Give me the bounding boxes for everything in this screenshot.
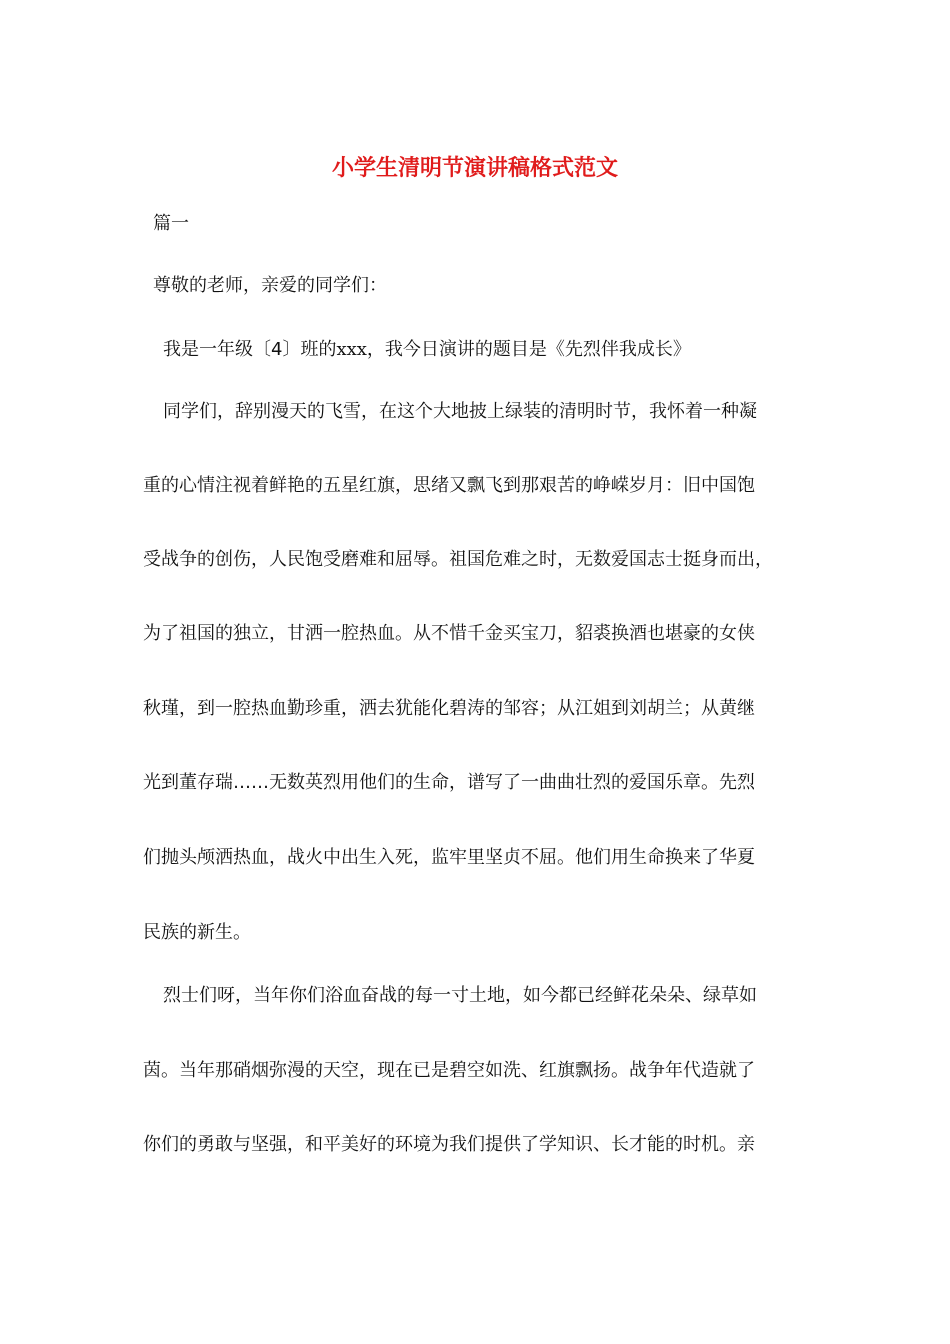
paragraph-2-line: 烈士们呀，当年你们浴血奋战的每一寸土地，如今都已经鲜花朵朵、绿草如 — [163, 985, 757, 1006]
section-heading: 篇一 — [153, 213, 189, 234]
paragraph-1-line: 同学们，辞别漫天的飞雪，在这个大地披上绿装的清明时节，我怀着一种凝 — [163, 401, 757, 422]
paragraph-2-line: 茵。当年那硝烟弥漫的天空，现在已是碧空如洗、红旗飘扬。战争年代造就了 — [143, 1060, 755, 1081]
salutation: 尊敬的老师，亲爱的同学们： — [153, 275, 387, 296]
paragraph-1-line: 民族的新生。 — [143, 922, 251, 943]
paragraph-1-line: 秋瑾，到一腔热血勤珍重，洒去犹能化碧涛的邹容；从江姐到刘胡兰；从黄继 — [143, 698, 755, 719]
paragraph-1-line: 重的心情注视着鲜艳的五星红旗，思绪又飘飞到那艰苦的峥嵘岁月：旧中国饱 — [143, 475, 755, 496]
paragraph-1-line: 受战争的创伤，人民饱受磨难和屈辱。祖国危难之时，无数爱国志士挺身而出， — [143, 549, 773, 570]
paragraph-1-line: 们抛头颅洒热血，战火中出生入死，监牢里坚贞不屈。他们用生命换来了华夏 — [143, 847, 755, 868]
intro-line — [163, 337, 691, 363]
paragraph-1-line: 为了祖国的独立，甘洒一腔热血。从不惜千金买宝刀，貂裘换酒也堪豪的女侠 — [143, 623, 755, 644]
paragraph-1-line: 光到董存瑞……无数英烈用他们的生命，谱写了一曲曲壮烈的爱国乐章。先烈 — [143, 772, 755, 793]
document-title: 小学生清明节演讲稿格式范文 — [331, 155, 618, 181]
intro-name: xxx — [336, 339, 367, 360]
intro-part2: ，我今日演讲的题目是《先烈伴我成长》 — [366, 339, 691, 360]
paragraph-2-line: 你们的勇敢与坚强，和平美好的环境为我们提供了学知识、长才能的时机。亲 — [143, 1134, 755, 1155]
intro-part1: 我是一年级〔4〕班的 — [163, 339, 337, 360]
